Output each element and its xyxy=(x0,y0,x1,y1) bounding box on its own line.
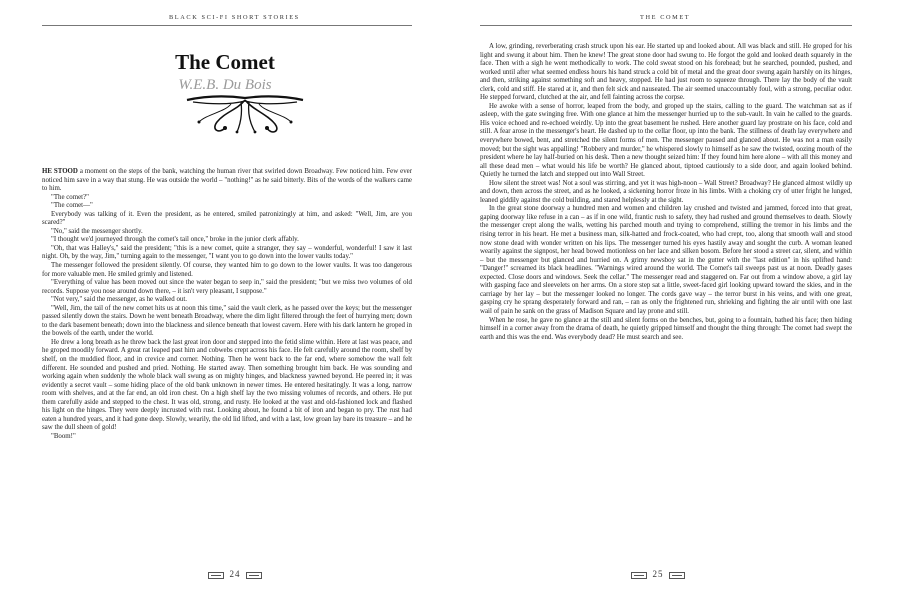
paragraph: "Everything of value has been moved out since the water began to seep in," said the president; "but we miss two volumes of old records. Suppose you nose around down there, – it isn't very pleasant, I suppose." xyxy=(42,279,412,295)
paragraph: "No," said the messenger shortly. xyxy=(51,227,143,235)
header-rule-left xyxy=(42,25,412,26)
decorative-flourish-icon xyxy=(185,92,305,136)
running-head-right: THE COMET xyxy=(640,14,691,21)
folio-number: 24 xyxy=(229,569,241,579)
paragraph: A low, grinding, reverberating crash struck upon his ear. He started up and looked about. All was black and still. He groped for his light and swung it about him. Then he knew! The great stone door had swung to. He forgot the gold and looked death squarely in the face. Then with a sigh he went methodically to work. The cold sweat stood on his forehead; but he searched, pounded, pushed, and worked until after what seemed endless hours his hand struck a cold bit of metal and the great door swung again harshly on its hinges, and then, striking against something soft and heavy, stopped. He had just room to squeeze through. There lay the body of the vault clerk, cold and stiff. He stared at it, and then felt sick and nauseated. The air seemed unaccountably foul, with a strong, peculiar odor. He stepped forward, clutched at the air, and fell fainting across the corpse. xyxy=(480,43,852,102)
paragraph: "The comet—" xyxy=(51,202,93,210)
folio-ornament-icon xyxy=(246,572,262,579)
paragraph: In the great stone doorway a hundred men and women and children lay crushed and twisted and jammed, forced into that great, gaping doorway like refuse in a can – as if in one wild, frantic rush to safety, they had rushed and ground themselves to death. Slowly the messenger crept along the walls, wetting his parched mouth and trying to comprehend, stilling the tremor in his limbs and the rising terror in his heart. He met a business man, silk-hatted and frock-coated, who had crept, too, along that smooth wall and stood now stone dead with wonder written on his lips. The messenger turned his eyes hastily away and sought the curb. A woman leaned wearily against the signpost, her head bowed motionless on her lace and silken bosom. Before her stood a street car, silent, and within – but the messenger but glanced and hurried on. A grimy newsboy sat in the gutter with the "last edition" in his uplifted hand: "Danger!" screamed its black headlines. "Warnings wired around the world. The Comet's tail sweeps past us at noon. Deadly gases expected. Close doors and windows. Seek the cellar." The messenger read and staggered on. Far out from a window above, a girl lay with gasping face and sleevelets on her arms. On a store step sat a little, sweet-faced girl looking upward toward the skies, and in the carriage by her lay – but the messenger looked no longer. The cords gave way – the terror burst in his veins, and with one great, gasping cry he sprang desperately forward and ran, – ran as only the frightened run, shrieking and fighting the air until with one last wail of pain he sank on the grass of Madison Square and lay prone and still. xyxy=(480,205,852,315)
lead-in: HE STOOD xyxy=(42,168,78,175)
paragraph: He awoke with a sense of horror, leaped from the body, and groped up the stairs, calling to the guard. The watchman sat as if asleep, with the gate swinging free. With one glance at him the messenger hurried up to the sub-vault. In vain he called to the guards. His voice echoed and re-echoed weirdly. Up into the great basement he rushed. Here another guard lay prostrate on his face, cold and still. A fear arose in the messenger's heart. He dashed up to the cellar floor, up into the bank. The stillness of death lay everywhere and everywhere bowed, bent, and stretched the silent forms of men. The messenger paused and glanced about. He was not a man easily moved; but the sight was appalling! "Robbery and murder," he whispered slowly to himself as he saw the twisted, oozing mouth of the president where he lay half-buried on his desk. Then a new thought seized him: If they found him here alone – with all this money and all these dead men – what would his life be worth? He glanced about, tiptoed cautiously to a side door, and again looked behind. Quietly he turned the latch and stepped out into Wall Street. xyxy=(480,102,852,179)
header-rule-right xyxy=(480,25,852,26)
paragraph: When he rose, he gave no glance at the still and silent forms on the benches, but, going to a fountain, bathed his face; then hiding himself in a corner away from the drama of death, he quietly gripped himself and thought the thing through: The comet had swept the earth and this was the end. Was everybody dead? He must search and see. xyxy=(480,316,852,341)
paragraph: How silent the street was! Not a soul was stirring, and yet it was high-noon – Wall Street? Broadway? He glanced almost wildly up and down, then across the street, and as he looked, a sickening horror froze in his limbs. With a choking cry of utter fright he lunged, leaned giddily against the cold building, and stared helplessly at the sight. xyxy=(480,179,852,204)
paragraph: The messenger followed the president silently. Of course, they wanted him to go down to the lower vaults. It was too dangerous for more valuable men. He smiled grimly and listened. xyxy=(42,262,412,278)
left-body-text xyxy=(42,168,412,442)
right-page xyxy=(450,0,900,600)
running-head-left: BLACK SCI-FI SHORT STORIES xyxy=(169,14,300,21)
first-paragraph xyxy=(42,168,412,194)
page-number-left xyxy=(205,571,265,581)
paragraph: "Oh, that was Halley's," said the president; "this is a new comet, quite a stranger, they say – wonderful, wonderful! I saw it last night. Oh, by the way, Jim," turning again to the messenger, "I want you to go down into the lower vaults today." xyxy=(42,244,412,261)
story-title: The Comet xyxy=(175,50,275,74)
folio-ornament-icon xyxy=(669,572,685,579)
folio-number: 25 xyxy=(652,569,664,579)
paragraph: "The comet?" xyxy=(51,193,89,201)
story-author: W.E.B. Du Bois xyxy=(178,77,272,93)
folio-ornament-icon xyxy=(208,572,224,579)
paragraph: Everybody was talking of it. Even the president, as he entered, smiled patronizingly at him, and asked: "Well, Jim, are you scared?" xyxy=(42,210,412,227)
paragraph: "I thought we'd journeyed through the comet's tail once," broke in the junior clerk affably. xyxy=(51,236,299,244)
first-paragraph-text: a moment on the steps of the bank, watching the human river that swirled down Broadway. Few noticed him. Few ever noticed him save in a way that stung. He was outside the world – "nothing!" as he said bitterly. Bits of the words of the walkers came to him. xyxy=(42,168,412,193)
paragraph: He drew a long breath as he threw back the last great iron door and stepped into the fetid slime within. Here at last was peace, and he groped moodily forward. A great rat leaped past him and cobwebs crept across his face. He felt carefully around the room, shelf by shelf, on the muddied floor, and in crevice and corner. Nothing. Then he went back to the far end, where somehow the wall felt different. He sounded and pushed and pried. Nothing. He started away. Then something brought him back. He was sounding and working again when suddenly the whole black wall swung as on mighty hinges, and blackness yawned beyond. He peered in; it was evidently a secret vault – some hiding place of the old bank unknown in newer times. He entered hesitatingly. It was a long, narrow room with shelves, and at the far end, an old iron chest. On a high shelf lay the two missing volumes of records, and others. He put them carefully aside and stepped to the chest. It was old, strong, and rusty. He looked at the vast and old-fashioned lock and flashed his light on the hinges. They were deeply incrusted with rust. Looking about, he found a bit of iron and began to pry. The rust had eaten a hundred years, and it had gone deep. Slowly, wearily, the old lid lifted, and with a last, low groan lay bare its treasure – and he saw the dull sheen of gold! xyxy=(42,338,412,432)
paragraph: "Boom!" xyxy=(51,432,76,440)
page-number-right xyxy=(628,571,688,581)
paragraph: "Not very," said the messenger, as he walked out. xyxy=(51,296,187,304)
paragraph: "Well, Jim, the tail of the new comet hits us at noon this time," said the vault clerk, as he passed over the keys; but the messenger passed silently down the stairs. Down he went beneath Broadway, where the dim light filtered through the feet of hurrying men; down to the dark basement beneath; down into the blackness and silence beneath that lowest cavern. Here with his dark lantern he groped in the bowels of the earth, under the world. xyxy=(42,304,412,338)
folio-ornament-icon xyxy=(631,572,647,579)
right-body-text xyxy=(480,43,852,342)
